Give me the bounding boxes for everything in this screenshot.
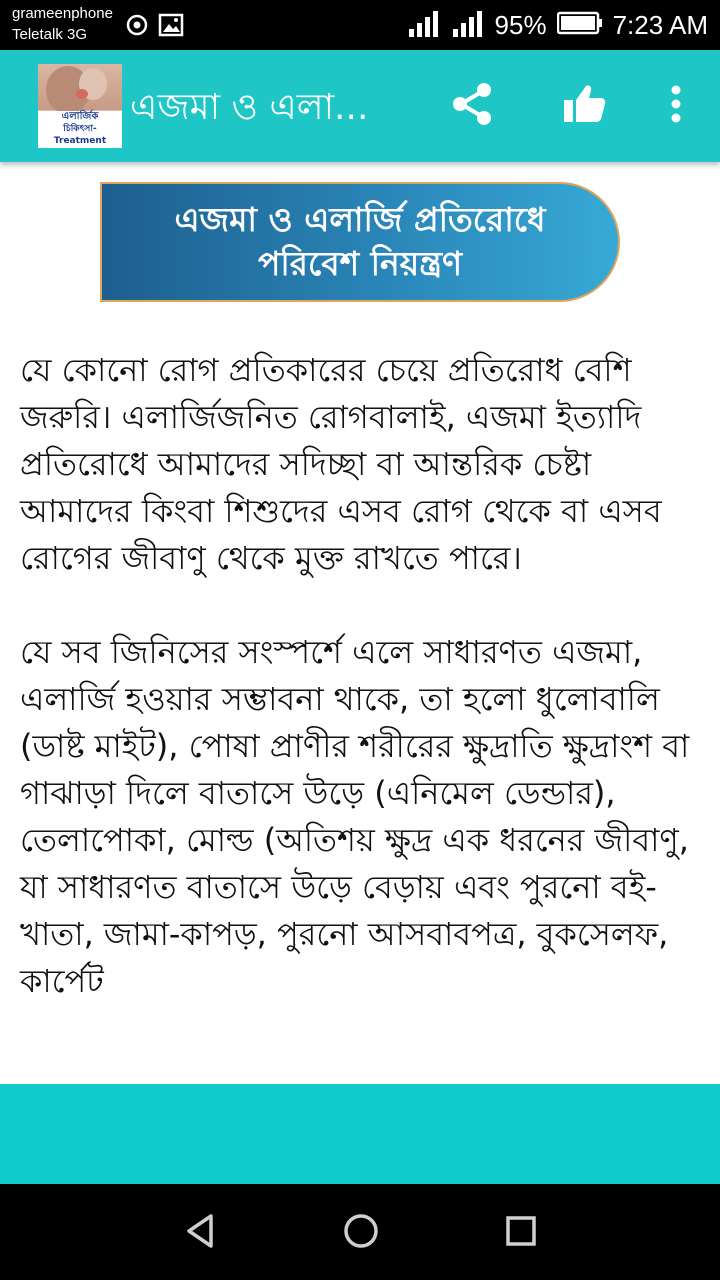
signal-icon-2 [451, 9, 485, 41]
system-status [407, 0, 708, 50]
signal-icon [407, 9, 441, 41]
article-heading: এজমা ও এলার্জি প্রতিরোধে পরিবেশ নিয়ন্ত্রণ [174, 200, 546, 283]
status-bar [0, 0, 720, 50]
app-thumbnail-image [38, 64, 122, 148]
notification-icons [124, 12, 184, 42]
carrier-name-2: Teletalk 3G [12, 26, 88, 43]
article-paragraph-2: যে সব জিনিসের সংস্পর্শে এলে সাধারণত এজমা, এলার্জি হওয়ার সম্ভাবনা থাকে, তা হলো ধুলোবালি (ডাষ্ট মাইট), পোষা প্রাণীর শরীরের ক্ষুদ্রাতি ক্ষুদ্রাংশ বা গাঝাড়া দিলে বাতাসে উড়ে (এনিমেল ডেন্ডার), তেলাপোকা, মোল্ড (অতিশয় ক্ষুদ্র এক ধরনের জীবাণু, যা সাধারণত বাতাসে উড়ে বেড়ায় এবং পুরনো বই-খাতা, জামা-কাপড়, পুরনো আসবাবপত্র, বুকসেলফ, কার্পেট [20, 633, 690, 1000]
article-paragraph-1: যে কোনো রোগ প্রতিকারের চেয়ে প্রতিরোধ বেশি জরুরি। এলার্জিজনিত রোগবালাই, এজমা ইত্যাদি প্রতিরোধে আমাদের সদিচ্ছা বা আন্তরিক চেষ্টা আমাদের কিংবা শিশুদের এসব রোগ থেকে বা এসব রোগের জীবাণু থেকে মুক্ত রাখতে পারে। [20, 351, 662, 577]
thumbnail-caption-line-2: চিকিৎসা-Treatment [53, 124, 107, 146]
article-content[interactable] [0, 162, 720, 1084]
navigation-bar [0, 1184, 720, 1280]
person-itching-image-icon [38, 64, 122, 114]
nav-home-button[interactable] [336, 1208, 386, 1258]
recents-icon [501, 1211, 541, 1255]
ad-banner-area[interactable] [0, 1084, 720, 1184]
hotspot-icon [124, 12, 150, 42]
overflow-menu-button[interactable] [648, 78, 704, 134]
thumbnail-caption-line-1: এলার্জিক [61, 111, 99, 122]
app-bar [0, 50, 720, 162]
back-icon [181, 1211, 221, 1255]
carrier-info [12, 3, 113, 45]
clock: 7:23 AM [612, 9, 708, 40]
nav-back-button[interactable] [176, 1208, 226, 1258]
image-icon [158, 12, 184, 42]
nav-recents-button[interactable] [496, 1208, 546, 1258]
article-heading-banner [100, 182, 620, 302]
thumbs-up-icon [560, 80, 608, 132]
app-title: এজমা ও এলা... [130, 87, 369, 128]
thumbnail-caption [38, 111, 122, 148]
battery-percent: 95% [494, 9, 547, 40]
like-button[interactable] [556, 78, 612, 134]
share-icon [447, 79, 497, 133]
more-vert-icon [666, 80, 686, 132]
carrier-name-1: grameenphone [12, 5, 113, 22]
share-button[interactable] [444, 78, 500, 134]
battery-icon [557, 11, 603, 39]
home-icon [341, 1211, 381, 1255]
article-body [20, 347, 700, 1052]
